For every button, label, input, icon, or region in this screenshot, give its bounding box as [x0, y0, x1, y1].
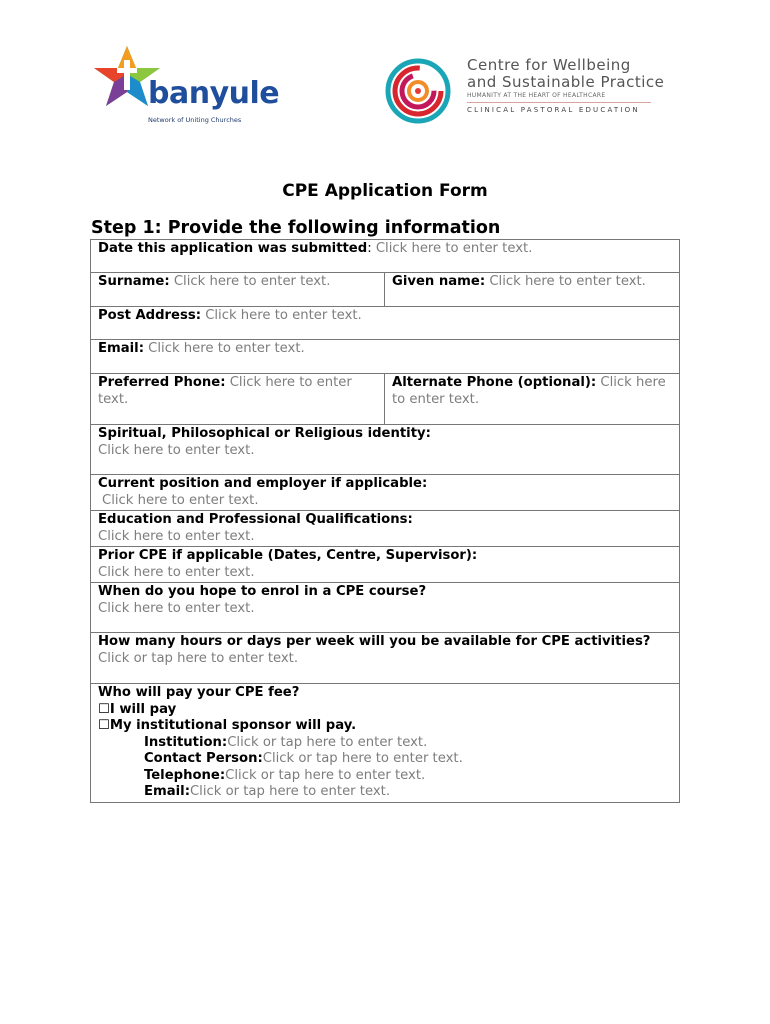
education-field[interactable]: Click here to enter text. [98, 528, 255, 544]
spiral-icon [385, 58, 451, 124]
centre-name-line1: Centre for Wellbeing [467, 56, 631, 74]
fee-option-sponsor-label: My institutional sponsor will pay. [109, 718, 357, 733]
alternate-phone-label: Alternate Phone (optional): [392, 375, 597, 390]
banyule-wordmark: banyule [148, 76, 280, 111]
identity-label: Spiritual, Philosophical or Religious identity: [98, 426, 431, 441]
given-name-cell [385, 273, 680, 307]
telephone-label: Telephone: [144, 767, 226, 783]
contact-field[interactable]: Click or tap here to enter text. [262, 751, 463, 766]
telephone-line [98, 768, 672, 785]
hours-label: How many hours or days per week will you be available for CPE activities? [98, 634, 651, 649]
address-row [91, 307, 680, 340]
date-label: Date this application was submitted [98, 241, 368, 256]
centre-logo [385, 52, 665, 122]
alternate-phone-field[interactable]: Click here to enter text. [392, 375, 666, 407]
banyule-logo [92, 44, 280, 128]
sponsor-email-label: Email: [144, 784, 190, 799]
centre-tagline: HUMANITY AT THE HEART OF HEALTHCARE [467, 92, 606, 99]
email-label: Email: [98, 341, 144, 356]
sponsor-email-line [98, 784, 672, 801]
sponsor-email-field[interactable]: Click or tap here to enter text. [189, 784, 391, 799]
education-row [91, 511, 680, 547]
enrol-field[interactable]: Click here to enter text. [98, 600, 255, 616]
fee-row [91, 684, 680, 803]
identity-field[interactable]: Click here to enter text. [98, 442, 255, 458]
hours-row [91, 633, 680, 684]
contact-line [98, 751, 672, 768]
fee-option-sponsor[interactable] [98, 718, 672, 735]
centre-program: CLINICAL PASTORAL EDUCATION [467, 106, 640, 114]
hours-field[interactable]: Click or tap here to enter text. [98, 650, 299, 666]
institution-line [98, 735, 672, 752]
date-field[interactable]: Click here to enter text. [375, 241, 533, 256]
given-name-field[interactable]: Click here to enter text. [489, 274, 646, 289]
prior-cpe-field[interactable]: Click here to enter text. [98, 564, 255, 580]
fee-option-self[interactable] [98, 702, 672, 719]
surname-label: Surname: [98, 274, 170, 289]
form-title: CPE Application Form [282, 181, 488, 201]
alternate-phone-cell [385, 374, 680, 425]
centre-divider [467, 102, 651, 103]
given-name-label: Given name: [392, 274, 486, 289]
identity-row [91, 425, 680, 475]
institution-label: Institution: [144, 734, 228, 750]
institution-field[interactable]: Click or tap here to enter text. [227, 734, 428, 750]
address-label: Post Address: [98, 308, 201, 323]
email-row [91, 340, 680, 374]
contact-label: Contact Person: [144, 751, 263, 766]
address-field[interactable]: Click here to enter text. [205, 308, 362, 323]
education-label: Education and Professional Qualifications: [98, 512, 413, 527]
prior-cpe-label: Prior CPE if applicable (Dates, Centre, Supervisor): [98, 548, 478, 563]
application-form-table [90, 239, 680, 803]
preferred-phone-label: Preferred Phone: [98, 375, 226, 390]
checkbox-icon[interactable]: ☐ [98, 718, 110, 733]
preferred-phone-field[interactable]: Click here to enter text. [98, 375, 352, 407]
position-field[interactable]: Click here to enter text. [102, 492, 259, 508]
telephone-field[interactable]: Click or tap here to enter text. [225, 767, 426, 783]
centre-name-line2: and Sustainable Practice [467, 73, 665, 91]
surname-cell [91, 273, 385, 307]
prior-cpe-row [91, 547, 680, 583]
position-row [91, 475, 680, 511]
enrol-row [91, 583, 680, 633]
surname-field[interactable]: Click here to enter text. [173, 274, 331, 289]
fee-option-self-label: I will pay [109, 701, 177, 717]
email-field[interactable]: Click here to enter text. [148, 341, 305, 356]
enrol-label: When do you hope to enrol in a CPE course? [98, 584, 427, 599]
checkbox-icon[interactable]: ☐ [98, 701, 110, 717]
banyule-subtitle: Network of Uniting Churches [148, 116, 242, 124]
fee-label: Who will pay your CPE fee? [98, 685, 300, 700]
preferred-phone-cell [91, 374, 385, 425]
step-heading: Step 1: Provide the following information [91, 218, 501, 238]
date-row: Date this application was submitted: Click here to enter text. [91, 240, 680, 273]
position-label: Current position and employer if applicable: [98, 476, 428, 491]
